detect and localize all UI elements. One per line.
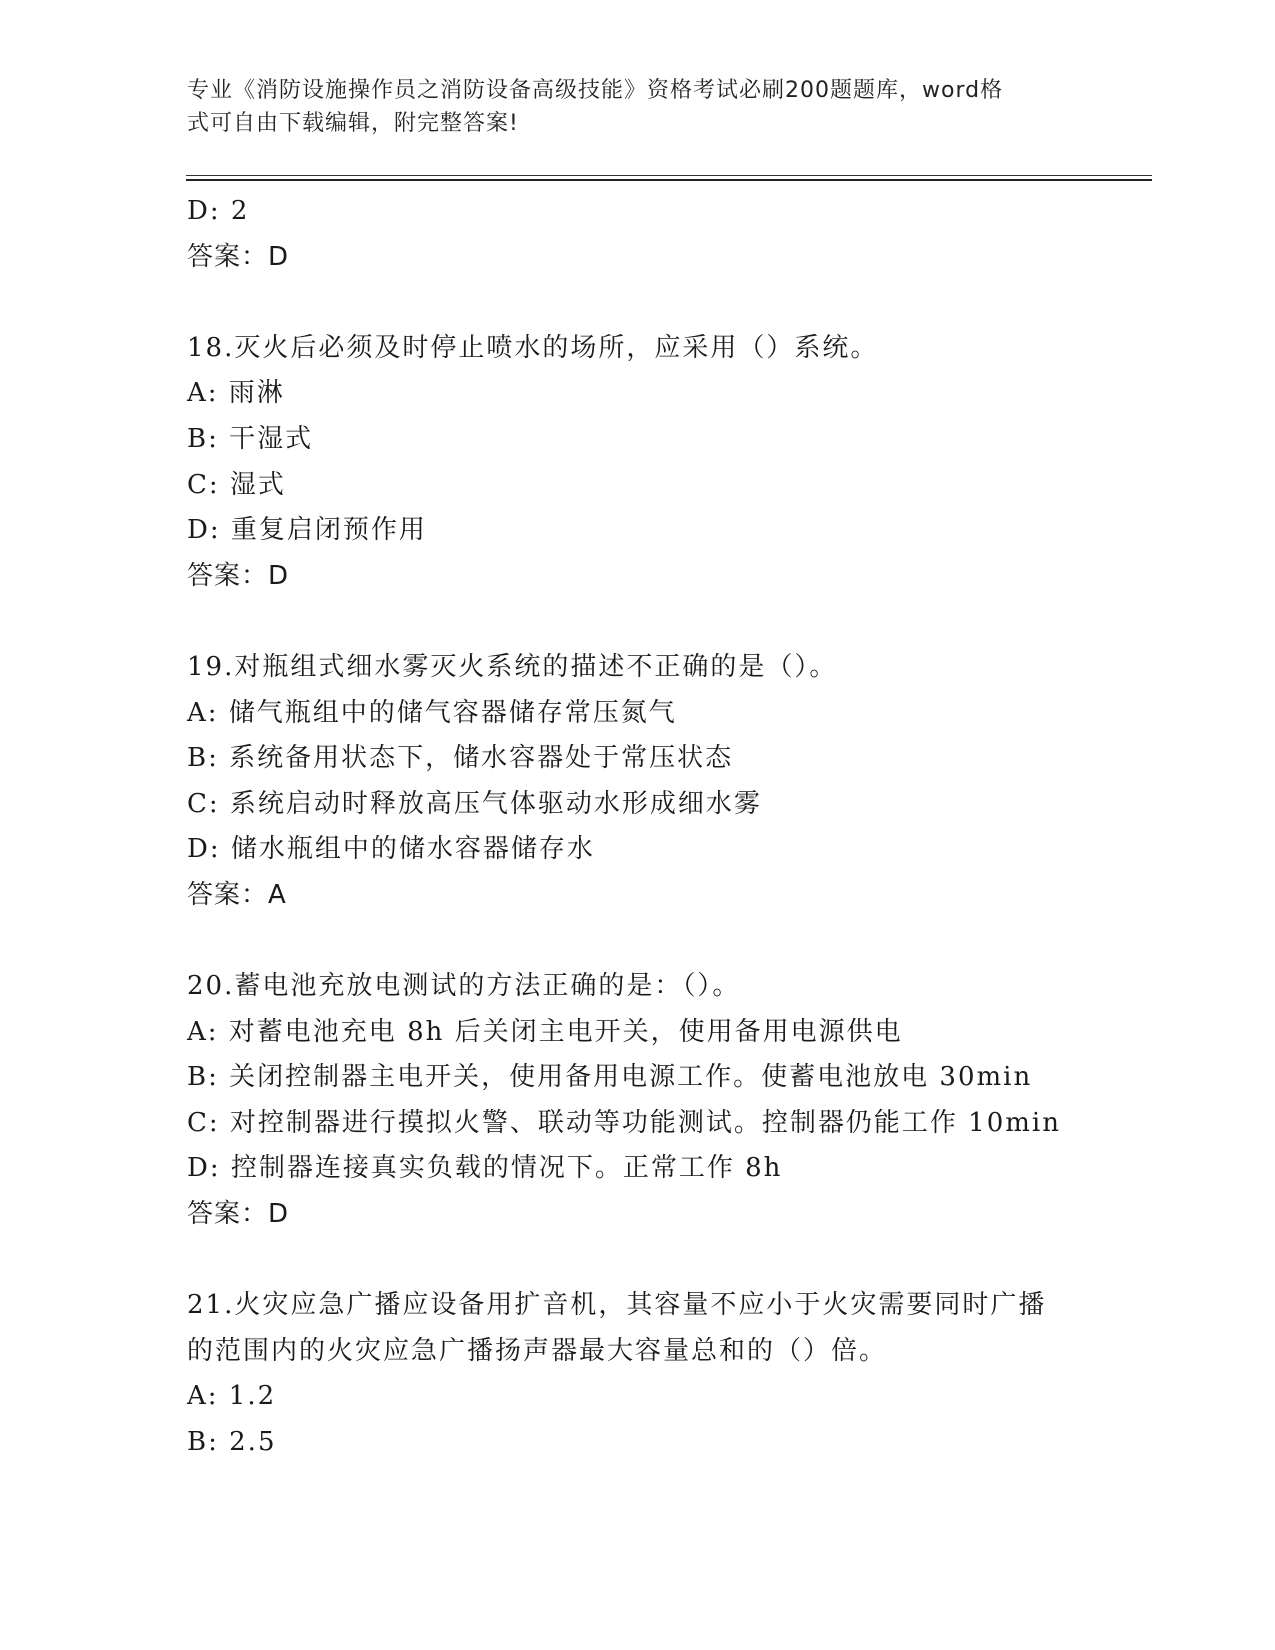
q21-stem-line-1: 21.火灾应急广播应设备用扩音机，其容量不应小于火灾需要同时广播 <box>187 1290 1047 1321</box>
q19-answer <box>187 873 1087 919</box>
document-header <box>187 74 1067 140</box>
answer-value: D <box>268 241 289 272</box>
q20-option-d: D: 控制器连接真实负载的情况下。正常工作 8h <box>187 1153 783 1184</box>
q18-stem: 18.灭火后必须及时停止喷水的场所，应采用（）系统。 <box>187 332 879 363</box>
q20-option-c: C: 对控制器进行摸拟火警、联动等功能测试。控制器仍能工作 10min <box>187 1107 1061 1138</box>
answer-label: 答案： <box>187 560 269 591</box>
q19-stem: 19.对瓶组式细水雾灭火系统的描述不正确的是（）。 <box>187 651 838 682</box>
q21-stem-line-2: 的范围内的火灾应急广播扬声器最大容量总和的（）倍。 <box>187 1335 888 1366</box>
q19-option-c: C: 系统启动时释放高压气体驱动水形成细水雾 <box>187 788 762 819</box>
q20-option-b: B: 关闭控制器主电开关，使用备用电源工作。使蓄电池放电 30min <box>187 1062 1033 1093</box>
q19-option-d: D: 储水瓶组中的储水容器储存水 <box>187 834 595 865</box>
header-title-line-1: 专业《消防设施操作员之消防设备高级技能》资格考试必刷200题题库，word格 <box>187 78 1004 103</box>
answer-value: A <box>268 879 286 910</box>
q18-option-a: A: 雨淋 <box>187 378 285 409</box>
q21-option-b: B: 2.5 <box>187 1427 277 1458</box>
answer-value: D <box>268 1199 289 1230</box>
header-divider-thin <box>186 175 1152 176</box>
q18-answer <box>187 554 1087 600</box>
q20-option-a: A: 对蓄电池充电 8h 后关闭主电开关，使用备用电源供电 <box>187 1016 903 1047</box>
spacer <box>187 599 1087 645</box>
question-list <box>187 189 1087 1466</box>
q18-option-d: D: 重复启闭预作用 <box>187 515 427 546</box>
answer-label: 答案： <box>187 241 269 272</box>
q19-option-a: A: 储气瓶组中的储气容器储存常压氮气 <box>187 697 677 728</box>
q18-option-b: B: 干湿式 <box>187 423 314 454</box>
q20-stem: 20.蓄电池充放电测试的方法正确的是：（）。 <box>187 971 741 1002</box>
header-title-line-2: 式可自由下载编辑，附完整答案! <box>187 111 519 136</box>
spacer <box>187 1238 1087 1284</box>
answer-label: 答案： <box>187 1199 269 1230</box>
header-divider-thick <box>186 179 1152 181</box>
spacer <box>187 280 1087 326</box>
spacer <box>187 919 1087 965</box>
q21-option-a: A: 1.2 <box>187 1381 277 1412</box>
q18-option-c: C: 湿式 <box>187 469 286 500</box>
prev-answer <box>187 235 1087 281</box>
answer-label: 答案： <box>187 879 269 910</box>
prev-option-d: D: 2 <box>187 196 250 226</box>
q19-option-b: B: 系统备用状态下，储水容器处于常压状态 <box>187 743 734 774</box>
answer-value: D <box>268 560 289 591</box>
q20-answer <box>187 1192 1087 1238</box>
